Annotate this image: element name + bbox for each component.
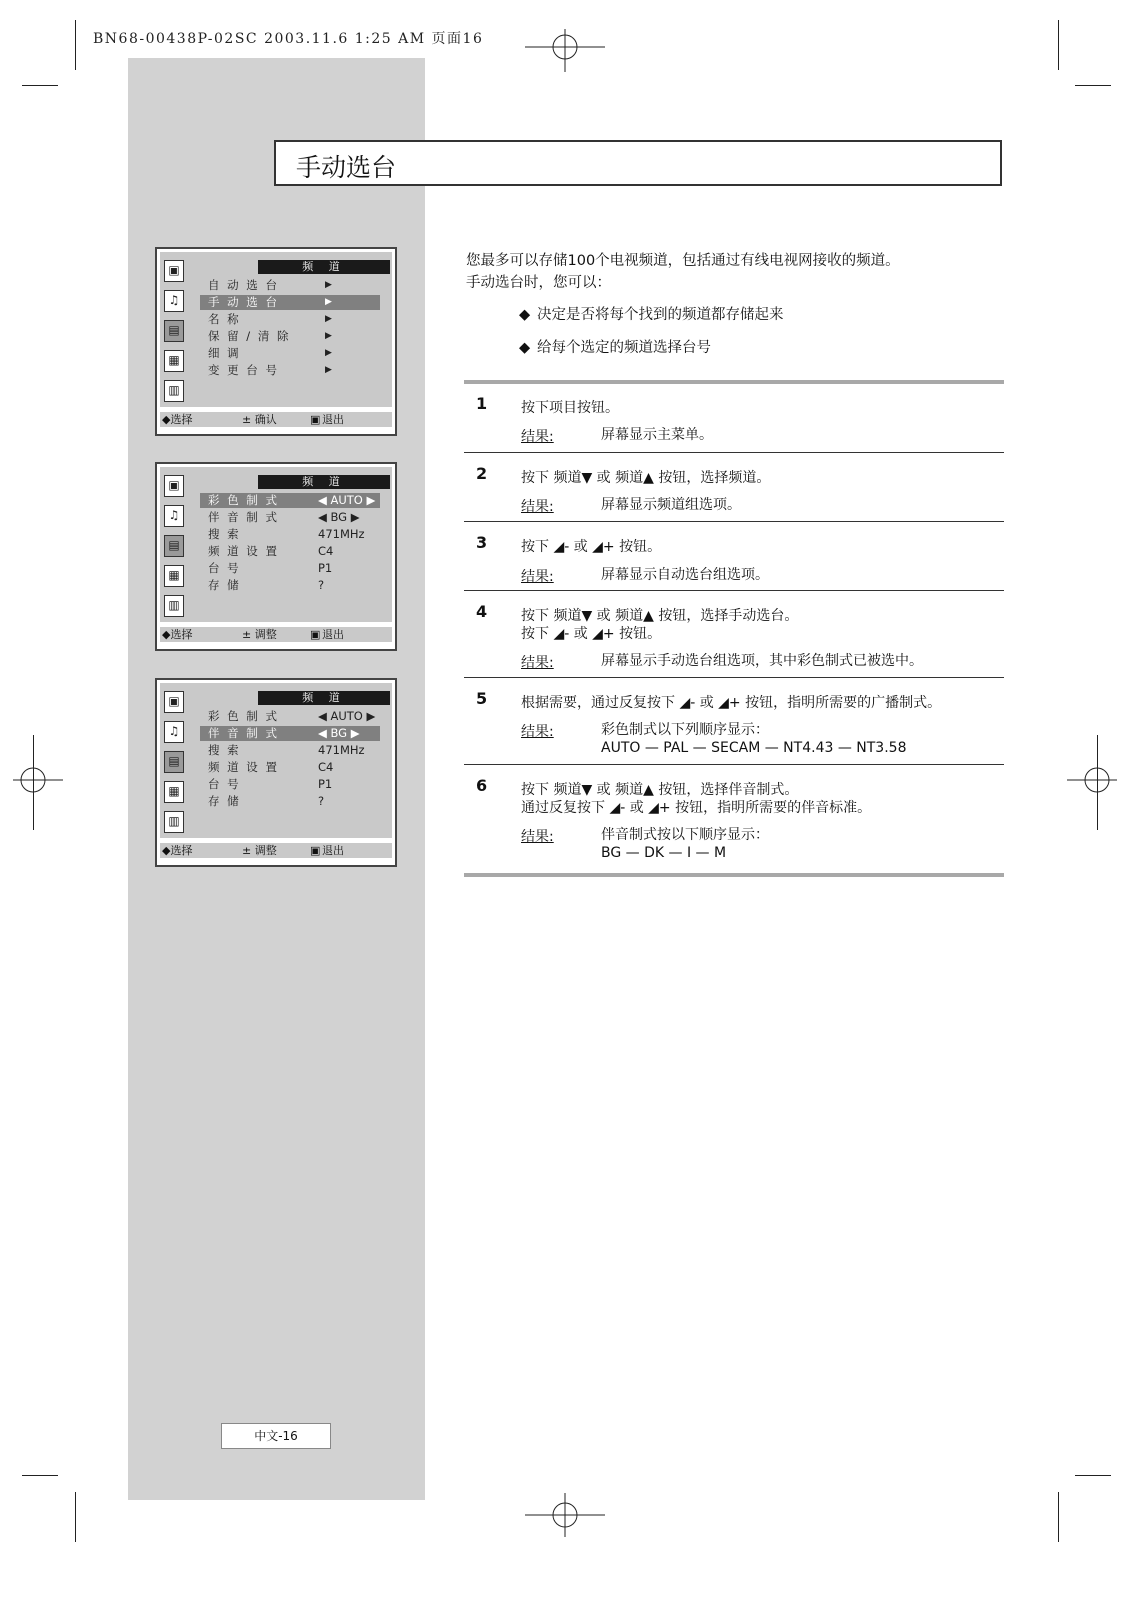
- bullet-text: 给每个选定的频道选择台号: [537, 340, 711, 356]
- page-title: 手动选台: [296, 153, 397, 182]
- osd-row-search: [200, 527, 380, 542]
- osd-row-label: 名 称: [208, 312, 241, 326]
- section-rule-top: [464, 380, 1004, 384]
- osd-footer-move: ◆选择: [162, 844, 193, 857]
- osd-footer-exit: 退出: [322, 844, 344, 857]
- osd-row-auto-store: [200, 278, 380, 293]
- print-header-code: BN68-00438P-02SC 2003.11.6 1:25 AM 页面16: [93, 31, 484, 47]
- diamond-bullet-icon: ◆: [519, 340, 531, 356]
- step-divider: [464, 452, 1004, 453]
- osd-row-value: 471MHz: [318, 527, 365, 541]
- osd-header: 频 道: [258, 260, 390, 274]
- osd-row-name: [200, 312, 380, 327]
- exit-icon: ▣: [310, 844, 321, 857]
- function-icon: ▦: [164, 565, 184, 587]
- osd-row-label: 存 储: [208, 794, 241, 808]
- osd-footer: [160, 412, 392, 427]
- bullet-item: [519, 336, 711, 357]
- osd-row-color-system: [200, 493, 380, 508]
- step-divider: [464, 521, 1004, 522]
- tv-picture-icon: ▣: [164, 475, 184, 497]
- step-instruction: 按下项目按钮。: [521, 400, 619, 416]
- osd-row-label: 手 动 选 台: [208, 295, 279, 309]
- step-number: 6: [476, 776, 488, 795]
- osd-row-label: 彩 色 制 式: [208, 709, 279, 723]
- registration-mark-right: [1057, 740, 1131, 820]
- step-divider: [464, 677, 1004, 678]
- osd-arrow-icon: ▶: [325, 280, 332, 290]
- osd-row-value: P1: [318, 777, 333, 791]
- osd-screen-channel-menu: [155, 247, 397, 436]
- osd-arrow-icon: ▶: [325, 365, 332, 375]
- osd-row-color-system: [200, 709, 380, 724]
- osd-row-sound-system: [200, 510, 380, 525]
- osd-row-label: 频 道 设 置: [208, 544, 279, 558]
- osd-row-label: 自 动 选 台: [208, 278, 279, 292]
- step-instruction: 根据需要，通过反复按下 ◢- 或 ◢+ 按钮，指明所需要的广播制式。: [521, 695, 942, 711]
- function-icon: ▦: [164, 781, 184, 803]
- osd-row-sort: [200, 363, 380, 378]
- osd-row-label: 伴 音 制 式: [208, 510, 279, 524]
- channel-icon: ▤: [164, 535, 184, 557]
- step-number: 3: [476, 533, 488, 552]
- osd-row-label: 搜 索: [208, 527, 241, 541]
- osd-row-store: [200, 794, 380, 809]
- intro-line-2: 手动选台时，您可以：: [466, 275, 611, 291]
- osd-row-value: 471MHz: [318, 743, 365, 757]
- osd-row-prog: [200, 777, 380, 792]
- osd-menu-area: [160, 252, 392, 407]
- osd-row-label: 伴 音 制 式: [208, 726, 279, 740]
- osd-row-fine-tune: [200, 346, 380, 361]
- registration-mark-left: [0, 740, 73, 820]
- result-text: 屏幕显示主菜单。: [601, 427, 713, 443]
- osd-row-prog: [200, 561, 380, 576]
- tv-picture-icon: ▣: [164, 260, 184, 282]
- osd-row-label: 台 号: [208, 777, 241, 791]
- pc-icon: ▥: [164, 811, 184, 833]
- channel-icon: ▤: [164, 751, 184, 773]
- osd-row-store: [200, 578, 380, 593]
- osd-row-value: ?: [318, 578, 325, 592]
- diamond-bullet-icon: ◆: [519, 307, 531, 323]
- osd-row-label: 台 号: [208, 561, 241, 575]
- result-label: 结果:: [521, 829, 554, 845]
- osd-row-label: 保 留 / 清 除: [208, 329, 291, 343]
- osd-footer-exit: 退出: [322, 628, 344, 641]
- step-instruction: 按下 ◢- 或 ◢+ 按钮。: [521, 539, 662, 555]
- bullet-item: [519, 303, 784, 324]
- result-label: 结果:: [521, 655, 554, 671]
- result-text: 屏幕显示频道组选项。: [601, 497, 741, 513]
- page-number: 中文-16: [221, 1423, 331, 1449]
- osd-footer-move: ◆选择: [162, 628, 193, 641]
- osd-row-value: P1: [318, 561, 333, 575]
- osd-menu-area: [160, 683, 392, 838]
- osd-arrow-icon: ▶: [325, 314, 332, 324]
- exit-icon: ▣: [310, 413, 321, 426]
- osd-footer-enter: ± 确认: [242, 413, 277, 426]
- function-icon: ▦: [164, 350, 184, 372]
- osd-row-value: C4: [318, 544, 334, 558]
- title-box: [274, 140, 1002, 186]
- osd-row-label: 频 道 设 置: [208, 760, 279, 774]
- osd-row-channel: [200, 760, 380, 775]
- osd-row-label: 细 调: [208, 346, 241, 360]
- result-label: 结果:: [521, 569, 554, 585]
- osd-row-sound-system: [200, 726, 380, 741]
- result-label: 结果:: [521, 429, 554, 445]
- result-sequence: BG — DK — I — M: [601, 845, 727, 861]
- result-sequence: AUTO — PAL — SECAM — NT4.43 — NT3.58: [601, 740, 907, 756]
- sound-icon: ♫: [164, 505, 184, 527]
- osd-footer: [160, 843, 392, 858]
- osd-footer-enter: ± 调整: [242, 628, 277, 641]
- osd-menu-area: [160, 467, 392, 622]
- pc-icon: ▥: [164, 595, 184, 617]
- result-text: 屏幕显示自动选台组选项。: [601, 567, 769, 583]
- result-label: 结果:: [521, 499, 554, 515]
- osd-footer-enter: ± 调整: [242, 844, 277, 857]
- step-instruction: 按下 频道▼ 或 频道▲ 按钮，选择频道。: [521, 470, 771, 486]
- result-text: 屏幕显示手动选台组选项，其中彩色制式已被选中。: [601, 653, 923, 669]
- osd-footer-move: ◆选择: [162, 413, 193, 426]
- step-instruction: 通过反复按下 ◢- 或 ◢+ 按钮，指明所需要的伴音标准。: [521, 800, 872, 816]
- step-number: 1: [476, 394, 488, 413]
- channel-icon: ▤: [164, 320, 184, 342]
- osd-footer: [160, 627, 392, 642]
- registration-mark-top: [525, 7, 605, 87]
- osd-icon-column: [164, 475, 190, 625]
- osd-arrow-icon: ▶: [325, 297, 332, 307]
- osd-arrow-icon: ▶: [325, 331, 332, 341]
- exit-icon: ▣: [310, 628, 321, 641]
- osd-row-add-erase: [200, 329, 380, 344]
- registration-mark-bottom: [525, 1475, 605, 1555]
- step-number: 4: [476, 602, 488, 621]
- osd-row-value: ◀ AUTO ▶: [318, 493, 376, 507]
- step-instruction: 按下 ◢- 或 ◢+ 按钮。: [521, 626, 662, 642]
- osd-icon-column: [164, 260, 190, 410]
- osd-row-label: 变 更 台 号: [208, 363, 279, 377]
- result-text: 彩色制式以下列顺序显示：: [601, 722, 769, 738]
- osd-row-manual-store: [200, 295, 380, 310]
- intro-line-1: 您最多可以存储100个电视频道，包括通过有线电视网接收的频道。: [466, 253, 900, 269]
- osd-header: 频 道: [258, 475, 390, 489]
- osd-arrow-icon: ▶: [325, 348, 332, 358]
- step-instruction: 按下 频道▼ 或 频道▲ 按钮，选择伴音制式。: [521, 782, 799, 798]
- osd-row-channel: [200, 544, 380, 559]
- osd-row-value: ◀ AUTO ▶: [318, 709, 376, 723]
- intro-text: [466, 250, 1026, 294]
- step-number: 5: [476, 689, 488, 708]
- osd-row-label: 彩 色 制 式: [208, 493, 279, 507]
- osd-screen-manual-sound: [155, 678, 397, 867]
- osd-icon-column: [164, 691, 190, 841]
- bullet-text: 决定是否将每个找到的频道都存储起来: [537, 307, 784, 323]
- osd-screen-manual-color: [155, 462, 397, 651]
- section-rule-bottom: [464, 873, 1004, 877]
- osd-row-value: ◀ BG ▶: [318, 726, 360, 740]
- sound-icon: ♫: [164, 721, 184, 743]
- step-number: 2: [476, 464, 488, 483]
- step-divider: [464, 590, 1004, 591]
- result-text: 伴音制式按以下顺序显示：: [601, 827, 769, 843]
- sound-icon: ♫: [164, 290, 184, 312]
- osd-row-label: 存 储: [208, 578, 241, 592]
- result-label: 结果:: [521, 724, 554, 740]
- osd-row-value: C4: [318, 760, 334, 774]
- pc-icon: ▥: [164, 380, 184, 402]
- tv-picture-icon: ▣: [164, 691, 184, 713]
- osd-footer-exit: 退出: [322, 413, 344, 426]
- osd-header: 频 道: [258, 691, 390, 705]
- step-divider: [464, 764, 1004, 765]
- osd-row-value: ◀ BG ▶: [318, 510, 360, 524]
- osd-row-label: 搜 索: [208, 743, 241, 757]
- osd-row-search: [200, 743, 380, 758]
- step-instruction: 按下 频道▼ 或 频道▲ 按钮，选择手动选台。: [521, 608, 799, 624]
- osd-row-value: ?: [318, 794, 325, 808]
